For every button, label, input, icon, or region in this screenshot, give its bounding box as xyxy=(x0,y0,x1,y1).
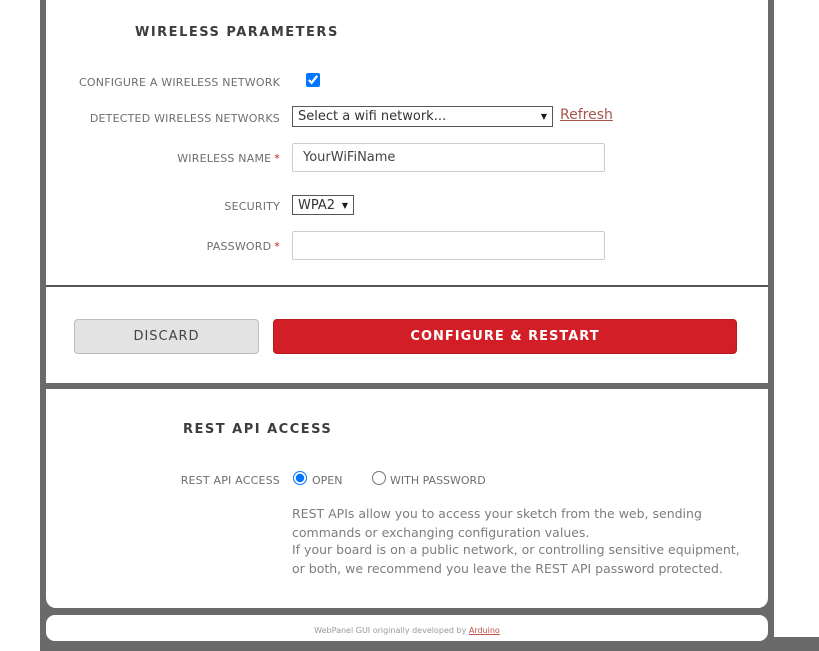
refresh-link[interactable]: Refresh xyxy=(560,107,613,123)
detected-networks-label: DETECTED WIRELESS NETWORKS xyxy=(89,112,280,125)
rest-api-panel xyxy=(46,389,768,608)
footer-credit xyxy=(314,626,500,635)
security-select[interactable] xyxy=(292,195,354,215)
wireless-name-label: WIRELESS NAME * xyxy=(177,152,280,165)
required-asterisk: * xyxy=(274,240,280,253)
arduino-link[interactable]: Arduino xyxy=(468,626,500,635)
password-label: PASSWORD * xyxy=(206,240,280,253)
rest-api-password-label[interactable]: WITH PASSWORD xyxy=(390,474,486,487)
detected-networks-select[interactable] xyxy=(292,106,553,127)
rest-api-password-radio[interactable] xyxy=(372,471,386,485)
rest-api-access-label: REST API ACCESS xyxy=(180,474,280,487)
wireless-name-input[interactable] xyxy=(292,143,605,172)
configure-network-checkbox[interactable] xyxy=(306,73,320,87)
security-select-value: WPA2 xyxy=(298,197,336,213)
page-body-background-extension xyxy=(774,637,819,651)
footer-bar xyxy=(46,615,768,641)
chevron-down-icon: ▼ xyxy=(341,200,348,210)
rest-api-title: REST API ACCESS xyxy=(183,422,333,437)
configure-network-label: CONFIGURE A WIRELESS NETWORK xyxy=(79,76,280,89)
discard-button[interactable]: DISCARD xyxy=(74,319,259,354)
chevron-down-icon: ▼ xyxy=(540,112,547,121)
rest-api-description-1: REST APIs allow you to access your sketch from the web, sending commands or exchanging configuration values. xyxy=(292,506,702,540)
password-input[interactable] xyxy=(292,231,605,260)
wireless-parameters-panel xyxy=(46,0,768,383)
rest-api-open-label[interactable]: OPEN xyxy=(312,474,343,487)
rest-api-open-radio[interactable] xyxy=(293,471,307,485)
security-label: SECURITY xyxy=(224,200,280,213)
wireless-parameters-title: WIRELESS PARAMETERS xyxy=(135,25,339,40)
footer-credit-text: WebPanel GUI originally developed by xyxy=(314,626,469,635)
detected-networks-select-value: Select a wifi network... xyxy=(298,109,447,124)
required-asterisk: * xyxy=(274,152,280,165)
buttons-divider xyxy=(46,285,768,287)
rest-api-description-2: If your board is on a public network, or controlling sensitive equipment, or both, we recommend you leave the REST API password protected. xyxy=(292,542,740,576)
configure-restart-button[interactable]: CONFIGURE & RESTART xyxy=(273,319,737,354)
